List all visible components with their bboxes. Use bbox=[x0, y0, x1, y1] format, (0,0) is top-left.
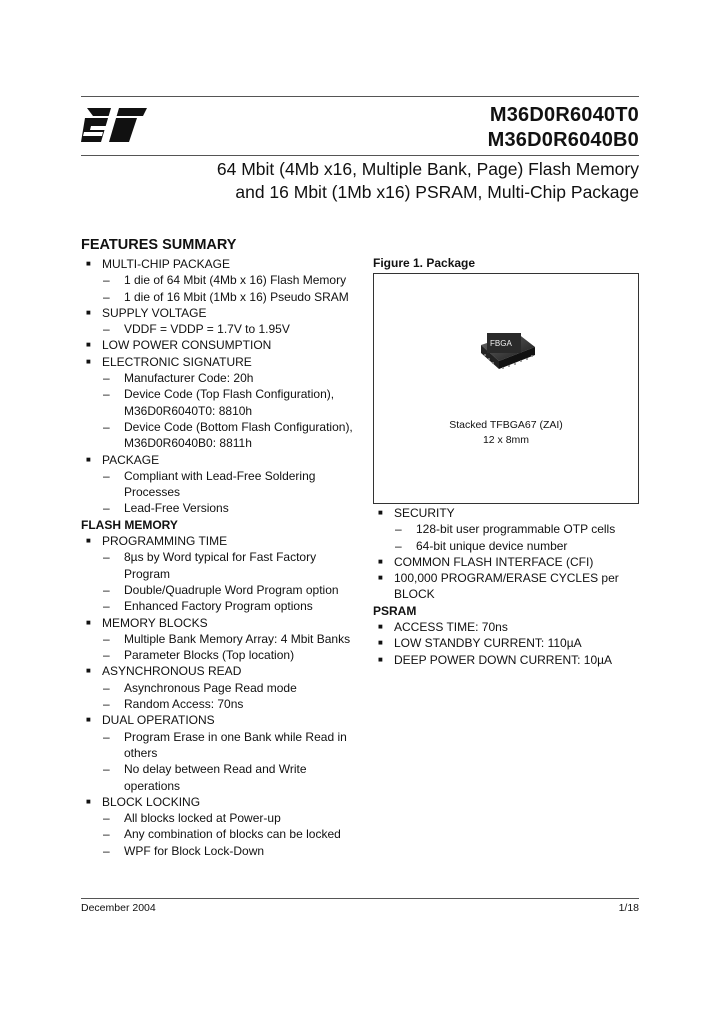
feature-item bbox=[373, 505, 639, 521]
bullet-square-icon: ■ bbox=[86, 340, 91, 350]
feature-text: VDDF = VDDP = 1.7V to 1.95V bbox=[124, 322, 290, 337]
bullet-dash-icon: – bbox=[103, 582, 110, 597]
st-logo-icon bbox=[81, 104, 151, 146]
feature-subitem bbox=[81, 761, 361, 794]
feature-subitem bbox=[81, 631, 361, 647]
feature-text: SUPPLY VOLTAGE bbox=[102, 305, 207, 320]
feature-item bbox=[373, 652, 639, 668]
feature-text: All blocks locked at Power-up bbox=[124, 811, 281, 826]
bullet-dash-icon: – bbox=[103, 468, 110, 483]
feature-text: 64-bit unique device number bbox=[416, 538, 568, 553]
feature-subitem bbox=[81, 468, 361, 501]
bullet-dash-icon: – bbox=[103, 273, 110, 288]
bullet-square-icon: ■ bbox=[378, 638, 383, 648]
feature-text: ACCESS TIME: 70ns bbox=[394, 620, 508, 635]
bullet-dash-icon: – bbox=[103, 371, 110, 386]
bullet-square-icon: ■ bbox=[86, 454, 91, 464]
bullet-square-icon: ■ bbox=[86, 617, 91, 627]
feature-text: LOW POWER CONSUMPTION bbox=[102, 338, 272, 353]
feature-item bbox=[81, 615, 361, 631]
feature-subitem bbox=[81, 826, 361, 842]
feature-item bbox=[81, 305, 361, 321]
feature-subitem bbox=[81, 500, 361, 516]
bullet-square-icon: ■ bbox=[378, 654, 383, 664]
bullet-square-icon: ■ bbox=[86, 356, 91, 366]
bullet-dash-icon: – bbox=[103, 827, 110, 842]
feature-text: Program Erase in one Bank while Read in others bbox=[124, 729, 347, 760]
feature-item bbox=[81, 663, 361, 679]
feature-text: Compliant with Lead-Free Soldering Processes bbox=[124, 468, 316, 500]
bullet-dash-icon: – bbox=[103, 697, 110, 712]
feature-text: Manufacturer Code: 20h bbox=[124, 371, 254, 386]
bullet-dash-icon: – bbox=[103, 843, 110, 858]
feature-text: Device Code (Bottom Flash Configuration), M36D0R6040B0: 8811h bbox=[124, 419, 353, 451]
left-feature-list bbox=[81, 256, 361, 859]
package-caption-line-1: Stacked TFBGA67 (ZAI) bbox=[449, 419, 563, 431]
feature-subitem bbox=[81, 598, 361, 614]
bullet-dash-icon: – bbox=[103, 501, 110, 516]
section-heading: PSRAM bbox=[373, 603, 417, 618]
feature-text: LOW STANDBY CURRENT: 110µA bbox=[394, 636, 582, 651]
footer-date: December 2004 bbox=[81, 902, 156, 914]
bullet-dash-icon: – bbox=[103, 387, 110, 402]
right-feature-list bbox=[373, 505, 639, 668]
feature-text: No delay between Read and Write operations bbox=[124, 762, 307, 793]
features-heading: FEATURES SUMMARY bbox=[81, 237, 237, 253]
bullet-dash-icon: – bbox=[103, 599, 110, 614]
feature-subitem bbox=[81, 549, 361, 582]
feature-text: ELECTRONIC SIGNATURE bbox=[102, 354, 252, 369]
bullet-square-icon: ■ bbox=[86, 259, 91, 268]
feature-text: Any combination of blocks can be locked bbox=[124, 827, 341, 842]
feature-text: SECURITY bbox=[394, 506, 455, 520]
feature-subitem bbox=[373, 538, 639, 554]
feature-text: PROGRAMMING TIME bbox=[102, 534, 228, 549]
bullet-square-icon: ■ bbox=[86, 666, 91, 676]
subtitle-line-2: and 16 Mbit (1Mb x16) PSRAM, Multi-Chip Package bbox=[235, 182, 639, 202]
feature-item bbox=[373, 619, 639, 635]
feature-text: DEEP POWER DOWN CURRENT: 10µA bbox=[394, 652, 613, 667]
bullet-square-icon: ■ bbox=[378, 573, 383, 583]
feature-item bbox=[81, 794, 361, 810]
feature-text: 8µs by Word typical for Fast Factory Program bbox=[124, 550, 317, 581]
bullet-dash-icon: – bbox=[103, 550, 110, 565]
feature-subitem bbox=[81, 582, 361, 598]
footer-page-number: 1/18 bbox=[618, 902, 639, 914]
footer-rule bbox=[81, 898, 639, 899]
bullet-square-icon: ■ bbox=[86, 536, 91, 546]
feature-item bbox=[81, 452, 361, 468]
feature-item bbox=[81, 712, 361, 728]
feature-subitem bbox=[81, 843, 361, 859]
package-caption-line-2: 12 x 8mm bbox=[482, 434, 530, 446]
feature-text: Parameter Blocks (Top location) bbox=[124, 648, 295, 663]
feature-text: COMMON FLASH INTERFACE (CFI) bbox=[394, 554, 594, 569]
title-rule bbox=[81, 155, 639, 156]
feature-text: MULTI-CHIP PACKAGE bbox=[102, 257, 231, 271]
bullet-dash-icon: – bbox=[395, 538, 402, 553]
feature-item bbox=[81, 533, 361, 549]
feature-subitem bbox=[81, 321, 361, 337]
feature-text: 128-bit user programmable OTP cells bbox=[416, 522, 616, 537]
top-rule bbox=[81, 96, 639, 97]
fbga-chip-icon bbox=[477, 329, 539, 374]
bullet-square-icon: ■ bbox=[378, 508, 383, 517]
feature-subitem bbox=[373, 521, 639, 537]
feature-subitem bbox=[81, 647, 361, 663]
bullet-dash-icon: – bbox=[103, 680, 110, 695]
bullet-dash-icon: – bbox=[103, 631, 110, 646]
bullet-dash-icon: – bbox=[103, 648, 110, 663]
bullet-square-icon: ■ bbox=[86, 796, 91, 806]
feature-text: 100,000 PROGRAM/ERASE CYCLES per BLOCK bbox=[394, 571, 619, 602]
figure-title: Figure 1. Package bbox=[373, 256, 476, 270]
feature-text: ASYNCHRONOUS READ bbox=[102, 664, 242, 679]
section-heading: FLASH MEMORY bbox=[81, 517, 178, 532]
feature-subitem bbox=[81, 370, 361, 386]
feature-subitem bbox=[81, 272, 361, 288]
feature-text: 1 die of 16 Mbit (1Mb x 16) Pseudo SRAM bbox=[124, 289, 349, 304]
bullet-square-icon: ■ bbox=[378, 556, 383, 566]
feature-item bbox=[373, 570, 639, 603]
feature-subitem bbox=[81, 386, 361, 419]
feature-text: DUAL OPERATIONS bbox=[102, 713, 215, 728]
feature-text: Enhanced Factory Program options bbox=[124, 599, 313, 614]
feature-text: BLOCK LOCKING bbox=[102, 794, 201, 809]
feature-item bbox=[81, 337, 361, 353]
feature-text: Random Access: 70ns bbox=[124, 697, 244, 712]
feature-item bbox=[373, 554, 639, 570]
bullet-square-icon: ■ bbox=[86, 715, 91, 725]
figure-box bbox=[373, 273, 639, 504]
feature-item bbox=[81, 256, 361, 272]
feature-text: PACKAGE bbox=[102, 452, 160, 467]
feature-text: Asynchronous Page Read mode bbox=[124, 680, 297, 695]
part-number-t0: M36D0R6040T0 bbox=[489, 104, 639, 126]
feature-subitem bbox=[81, 289, 361, 305]
part-number-b0: M36D0R6040B0 bbox=[487, 129, 639, 151]
feature-subitem bbox=[81, 696, 361, 712]
feature-item bbox=[81, 354, 361, 370]
feature-subitem bbox=[81, 680, 361, 696]
bullet-dash-icon: – bbox=[103, 419, 110, 434]
bullet-dash-icon: – bbox=[103, 762, 110, 777]
bullet-square-icon: ■ bbox=[86, 307, 91, 317]
feature-text: 1 die of 64 Mbit (4Mb x 16) Flash Memory bbox=[124, 273, 347, 288]
bullet-dash-icon: – bbox=[103, 289, 110, 304]
feature-item bbox=[373, 635, 639, 651]
feature-text: Double/Quadruple Word Program option bbox=[124, 582, 339, 597]
bullet-dash-icon: – bbox=[395, 522, 402, 537]
feature-text: Multiple Bank Memory Array: 4 Mbit Banks bbox=[124, 631, 351, 646]
subtitle bbox=[217, 158, 639, 204]
feature-text: Lead-Free Versions bbox=[124, 501, 229, 516]
feature-text: Device Code (Top Flash Configuration), M36D0R6040T0: 8810h bbox=[124, 387, 335, 418]
feature-text: MEMORY BLOCKS bbox=[102, 615, 208, 630]
bullet-dash-icon: – bbox=[103, 322, 110, 337]
subtitle-line-1: 64 Mbit (4Mb x16, Multiple Bank, Page) Flash Memory bbox=[216, 159, 639, 179]
chip-label: FBGA bbox=[490, 339, 512, 348]
feature-subitem bbox=[81, 419, 361, 452]
bullet-dash-icon: – bbox=[103, 811, 110, 826]
bullet-dash-icon: – bbox=[103, 729, 110, 744]
feature-text: WPF for Block Lock-Down bbox=[124, 843, 265, 858]
feature-subitem bbox=[81, 729, 361, 762]
bullet-square-icon: ■ bbox=[378, 622, 383, 632]
feature-subitem bbox=[81, 810, 361, 826]
